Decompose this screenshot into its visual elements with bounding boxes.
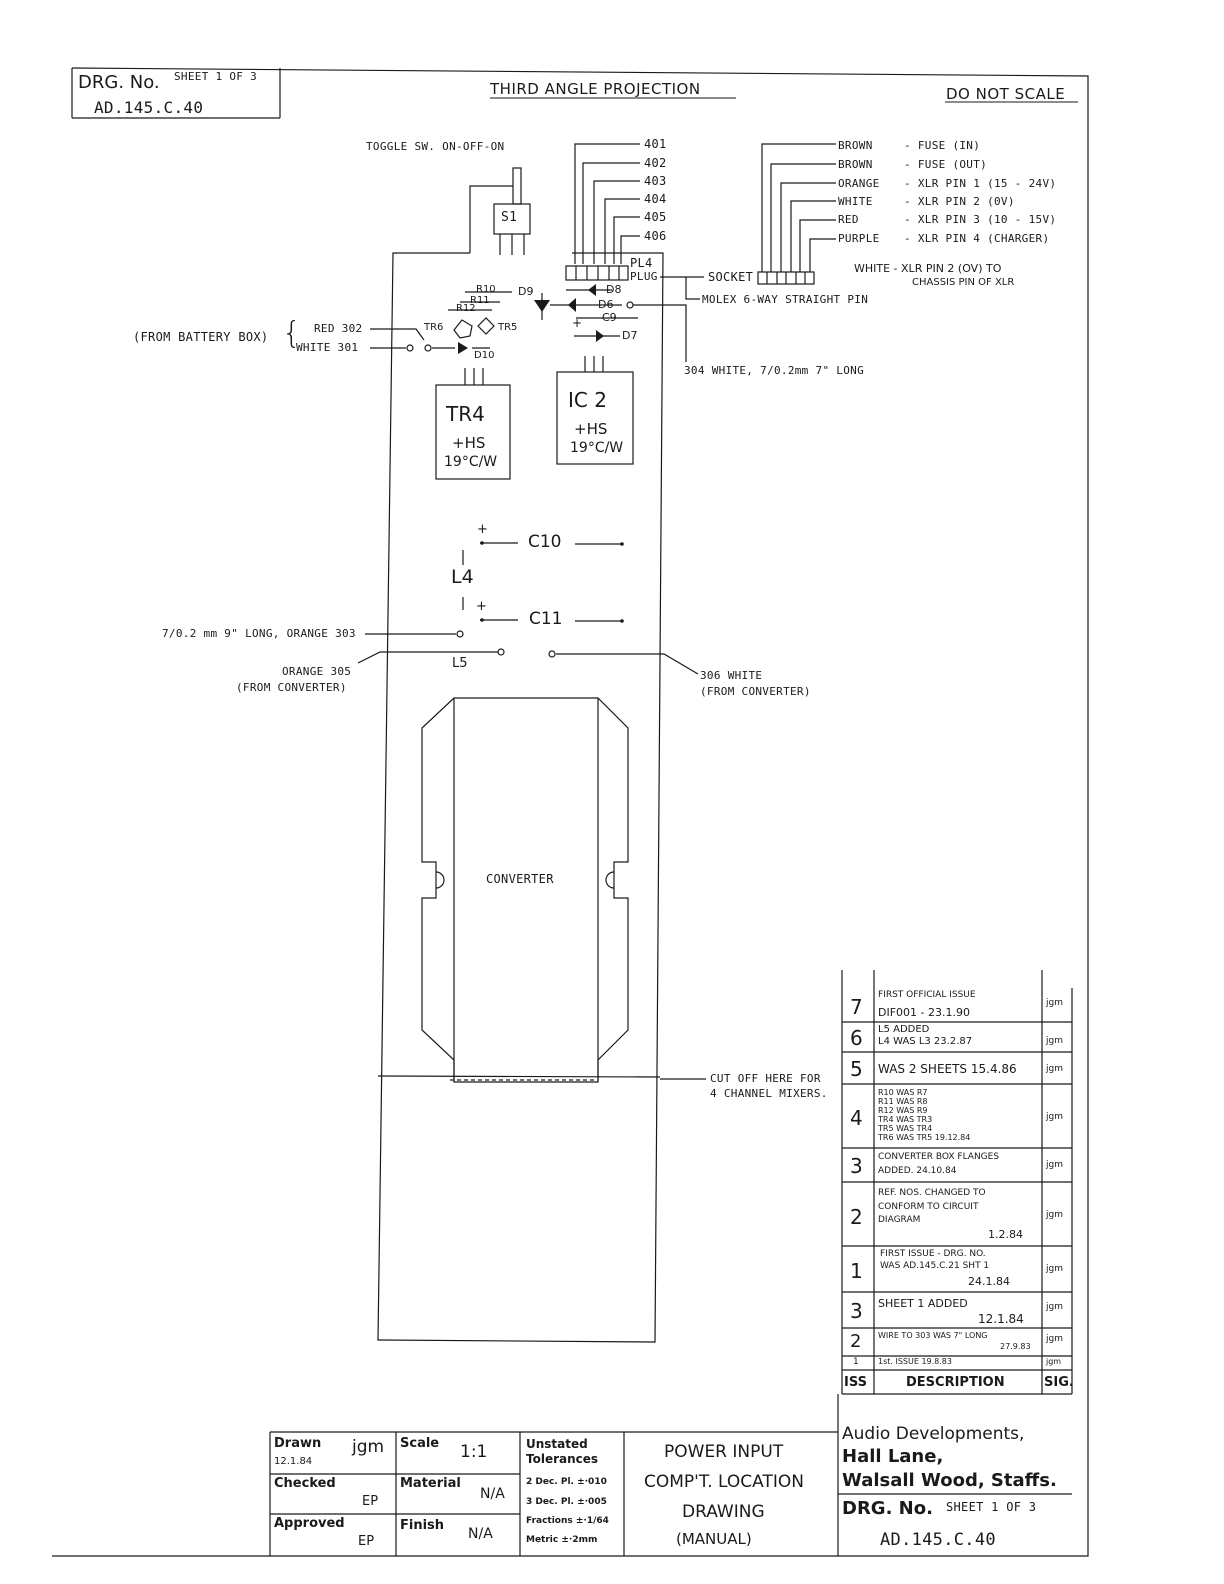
white-306-line2: (FROM CONVERTER) (700, 685, 811, 698)
rev-iss: 6 (850, 1026, 863, 1050)
rev-iss: 4 (850, 1106, 863, 1130)
company-town: Walsall Wood, Staffs. (842, 1470, 1057, 1491)
rev-sig: jgm (1046, 1357, 1062, 1366)
tr6-label: TR6 (424, 322, 444, 333)
rev-desc-header: DESCRIPTION (906, 1375, 1005, 1390)
rev-desc-line: FIRST OFFICIAL ISSUE (878, 990, 976, 1000)
wire-function: - XLR PIN 4 (CHARGER) (904, 232, 1050, 245)
rev-iss: 1 (850, 1259, 863, 1283)
r11-label: R11 (470, 295, 490, 306)
battery-box-label: (FROM BATTERY BOX) (133, 330, 269, 344)
wire-color: RED (838, 213, 859, 226)
l5-label: L5 (452, 656, 468, 671)
checked-by: EP (362, 1494, 379, 1509)
drg-no-label: DRG. No. (78, 72, 160, 93)
rev-desc-line: FIRST ISSUE - DRG. NO. (880, 1249, 986, 1259)
plus-sign: + (476, 599, 487, 614)
company-street: Hall Lane, (842, 1446, 944, 1467)
rev-desc-line: R11 WAS R8 (878, 1097, 928, 1106)
wire-number: 402 (644, 156, 667, 170)
s1-ref: S1 (501, 210, 518, 225)
rev-desc-line: TR4 WAS TR3 (878, 1115, 933, 1124)
white-306-line1: 306 WHITE (700, 669, 763, 682)
drawn-date: 12.1.84 (274, 1456, 313, 1467)
c10-label: C10 (528, 532, 562, 552)
scale-label: Scale (400, 1436, 440, 1451)
drawn-by: jgm (352, 1437, 385, 1457)
rev-desc-line: WAS AD.145.C.21 SHT 1 (880, 1261, 990, 1271)
wire-color: BROWN (838, 139, 873, 152)
rev-desc-line: CONFORM TO CIRCUIT (878, 1202, 979, 1212)
wire-function: - XLR PIN 3 (10 - 15V) (904, 213, 1057, 226)
wire-function: - XLR PIN 2 (0V) (904, 195, 1015, 208)
wire-number: 403 (644, 174, 667, 188)
company-name: Audio Developments, (842, 1424, 1025, 1444)
converter-label: CONVERTER (486, 872, 554, 886)
ic2-rating: 19°C/W (570, 440, 624, 456)
tr5-label: TR5 (498, 322, 518, 333)
molex-label: MOLEX 6-WAY STRAIGHT PIN (702, 293, 869, 306)
wire-number: 404 (644, 192, 667, 206)
rev-iss: 7 (850, 995, 863, 1019)
rev-desc-line: WAS 2 SHEETS 15.4.86 (878, 1062, 1017, 1076)
rev-desc-line: L4 WAS L3 23.2.87 (878, 1036, 973, 1047)
rev-sig: jgm (1046, 1210, 1063, 1220)
r10-label: R10 (476, 284, 496, 295)
rev-sig: jgm (1046, 1334, 1063, 1344)
rev-sig: jgm (1046, 1064, 1063, 1074)
socket-label: SOCKET (708, 270, 754, 284)
rev-iss-header: ISS (844, 1375, 867, 1390)
rev-desc-line: DIAGRAM (878, 1215, 921, 1225)
wire-color: PURPLE (838, 232, 880, 245)
red-302-label: RED 302 (314, 322, 363, 335)
r12-label: R12 (456, 303, 476, 314)
rev-sig: jgm (1046, 1112, 1063, 1122)
plug-label: PLUG (630, 270, 658, 283)
rev-iss: 3 (850, 1154, 863, 1178)
drawing-number: AD.145.C.40 (94, 98, 204, 117)
toggle-switch-label: TOGGLE SW. ON-OFF-ON (366, 140, 505, 153)
rev-iss: 2 (850, 1331, 862, 1352)
tolerance-metric: Metric ±·2mm (526, 1535, 598, 1545)
d10-label: D10 (474, 350, 495, 361)
title-sheet-number: SHEET 1 OF 3 (946, 1500, 1037, 1514)
drawing-title-line1: POWER INPUT (664, 1442, 784, 1462)
tr4-hs: +HS (452, 434, 486, 452)
rev-sig: jgm (1046, 1264, 1063, 1274)
wire-number: 406 (644, 229, 667, 243)
converter-outline (422, 698, 628, 1082)
finish-label: Finish (400, 1518, 445, 1533)
rev-sig: jgm (1046, 1302, 1063, 1312)
ic2-ref: IC 2 (568, 388, 607, 412)
orange-305-line2: (FROM CONVERTER) (236, 681, 347, 694)
d8-label: D8 (606, 283, 622, 296)
projection-title: THIRD ANGLE PROJECTION (490, 80, 701, 98)
rev-desc-line: TR5 WAS TR4 (878, 1124, 933, 1133)
sheet-number: SHEET 1 OF 3 (174, 70, 258, 83)
rev-desc-line: L5 ADDED (878, 1024, 930, 1035)
d9-label: D9 (518, 285, 534, 298)
rev-desc-line: ADDED. 24.10.84 (878, 1166, 957, 1176)
wire-function: - FUSE (OUT) (904, 158, 988, 171)
do-not-scale-note: DO NOT SCALE (946, 85, 1066, 103)
rev-iss: 5 (850, 1057, 863, 1081)
checked-label: Checked (274, 1476, 336, 1491)
c9-label: C9 (602, 311, 617, 324)
rev-iss: 3 (850, 1299, 863, 1323)
rev-desc-line: TR6 WAS TR5 19.12.84 (878, 1133, 971, 1142)
tolerance-2dp: 2 Dec. Pl. ±·010 (526, 1477, 607, 1487)
wire-function: - FUSE (IN) (904, 139, 981, 152)
pcb-outline (378, 253, 663, 1342)
title-drg-no-label: DRG. No. (842, 1498, 933, 1519)
rev-desc-line: WIRE TO 303 WAS 7" LONG (878, 1331, 988, 1340)
d7-label: D7 (622, 329, 638, 342)
drawing-title-line2: COMP'T. LOCATION (644, 1472, 804, 1492)
rev-desc-line: 27.9.83 (1000, 1342, 1031, 1351)
scale-value: 1:1 (460, 1442, 488, 1462)
ic2-hs: +HS (574, 420, 608, 438)
rev-desc-line: 1.2.84 (988, 1228, 1023, 1241)
tolerance-fractions: Fractions ±·1/64 (526, 1516, 609, 1526)
title-drawing-number: AD.145.C.40 (880, 1530, 996, 1550)
rev-desc-line: R12 WAS R9 (878, 1106, 928, 1115)
rev-iss: 1 (853, 1357, 859, 1367)
approved-by: EP (358, 1534, 375, 1549)
white-note-line2: CHASSIS PIN OF XLR (912, 277, 1015, 288)
drawing-title-line4: (MANUAL) (676, 1530, 752, 1548)
wire-303-label: 7/0.2 mm 9" LONG, ORANGE 303 (162, 627, 356, 640)
tr4-ref: TR4 (446, 402, 485, 426)
cut-note-line2: 4 CHANNEL MIXERS. (710, 1087, 828, 1100)
l4-label: L4 (451, 566, 474, 588)
wire-304-label: 304 WHITE, 7/0.2mm 7" LONG (684, 364, 864, 377)
rev-sig-header: SIG. (1044, 1375, 1074, 1390)
cut-note-line1: CUT OFF HERE FOR (710, 1072, 821, 1085)
white-301-label: WHITE 301 (296, 341, 359, 354)
rev-sig: jgm (1046, 1160, 1063, 1170)
material-label: Material (400, 1476, 461, 1491)
tolerance-3dp: 3 Dec. Pl. ±·005 (526, 1497, 607, 1507)
rev-desc-line: 24.1.84 (968, 1275, 1010, 1288)
finish-value: N/A (468, 1526, 493, 1542)
rev-sig: jgm (1046, 998, 1063, 1008)
wire-color: ORANGE (838, 177, 880, 190)
wire-function: - XLR PIN 1 (15 - 24V) (904, 177, 1057, 190)
rev-desc-line: 12.1.84 (978, 1312, 1024, 1326)
approved-label: Approved (274, 1516, 345, 1531)
drawn-label: Drawn (274, 1436, 322, 1451)
plus-sign: + (572, 316, 583, 330)
pl4-ref: PL4 (630, 256, 653, 270)
c11-label: C11 (529, 609, 563, 629)
wire-number: 405 (644, 210, 667, 224)
rev-desc-line: R10 WAS R7 (878, 1088, 928, 1097)
rev-desc-line: DIF001 - 23.1.90 (878, 1006, 970, 1019)
wire-color: BROWN (838, 158, 873, 171)
drawing-title-line3: DRAWING (682, 1502, 765, 1522)
wire-color: WHITE (838, 195, 873, 208)
orange-305-line1: ORANGE 305 (282, 665, 352, 678)
rev-desc-line: CONVERTER BOX FLANGES (878, 1152, 1000, 1162)
tolerance-title: Unstated Tolerances (526, 1437, 599, 1466)
rev-desc-line: SHEET 1 ADDED (878, 1297, 968, 1310)
rev-desc-line: 1st. ISSUE 19.8.83 (878, 1357, 952, 1366)
tr4-rating: 19°C/W (444, 454, 498, 470)
brace-icon: { (282, 316, 302, 351)
rev-sig: jgm (1046, 1036, 1063, 1046)
plus-sign: + (477, 522, 488, 537)
rev-desc-line: REF. NOS. CHANGED TO (878, 1188, 986, 1198)
material-value: N/A (480, 1486, 505, 1502)
d6-label: D6 (598, 298, 614, 311)
rev-iss: 2 (850, 1205, 863, 1229)
wire-number: 401 (644, 137, 667, 151)
white-note-line1: WHITE - XLR PIN 2 (OV) TO (854, 262, 1002, 275)
